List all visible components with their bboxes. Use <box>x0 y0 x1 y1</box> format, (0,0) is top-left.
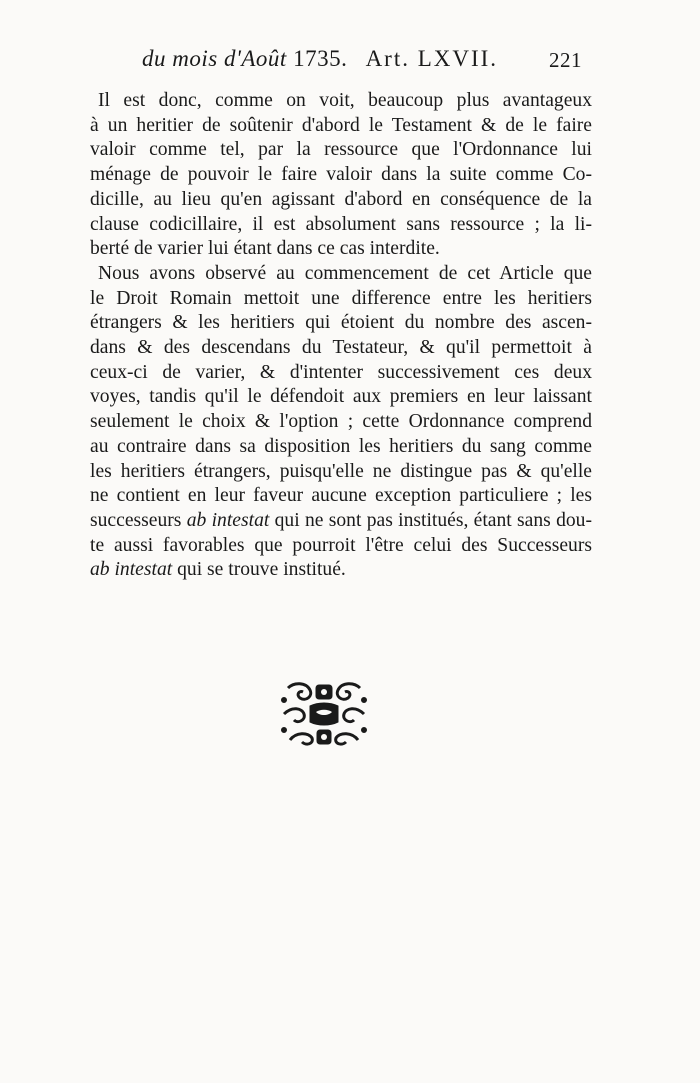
text-line: les heritiers étrangers, puisqu'elle ne distingue pas & qu'elle <box>90 460 592 482</box>
running-head-month: du mois d'Août <box>142 46 287 71</box>
paragraph-2 <box>82 262 592 583</box>
running-head-year: 1735. <box>293 46 348 71</box>
text-line: ne contient en leur faveur aucune exception particuliere ; les <box>90 485 592 507</box>
latin-phrase: ab intestat <box>90 559 173 581</box>
paragraph-1 <box>82 89 592 262</box>
text-line: te aussi favorables que pourroit l'être celui des Successeurs <box>90 534 592 556</box>
text-line <box>82 509 592 534</box>
text-line: dicille, au lieu qu'en agissant d'abord en conséquence de la <box>90 188 592 210</box>
text-line <box>82 558 592 583</box>
printers-fleuron-icon <box>280 682 368 746</box>
text-line: dans & des descendans du Testateur, & qu'il permettoit à <box>90 337 592 359</box>
text-line: seulement le choix & l'option ; cette Ordonnance comprend <box>90 411 592 433</box>
running-head-article: Art. LXVII. <box>365 46 499 71</box>
text-line: valoir comme tel, par la ressource que l'Ordonnance lui <box>90 139 592 161</box>
text-line: berté de varier lui étant dans ce cas interdite. <box>90 238 440 260</box>
latin-phrase: ab intestat <box>186 509 270 531</box>
body-text <box>82 89 592 583</box>
text-line: Il est donc, comme on voit, beaucoup plus avantageux <box>98 90 592 111</box>
running-head <box>142 46 582 76</box>
text-line: étrangers & les heritiers qui étoient du nombre des ascen- <box>90 312 592 334</box>
text-line: à un heritier de soûtenir d'abord le Testament & de le faire <box>90 114 592 136</box>
text-line: au contraire dans sa disposition les heritiers du sang comme <box>90 435 592 457</box>
text-line: ménage de pouvoir le faire valoir dans la suite comme Co- <box>90 164 592 186</box>
text-line: le Droit Romain mettoit une difference entre les heritiers <box>90 287 592 309</box>
text-line: clause codicillaire, il est absolument sans ressource ; la li- <box>90 213 592 235</box>
text-run: qui ne sont pas institués, étant sans dou- <box>274 509 592 531</box>
text-run: successeurs <box>90 509 182 531</box>
text-line: voyes, tandis qu'il le défendoit aux premiers en leur laissant <box>90 386 592 408</box>
page-number: 221 <box>549 48 582 72</box>
text-line: ceux-ci de varier, & d'intenter successivement ces deux <box>90 361 592 383</box>
text-line: Nous avons observé au commencement de cet Article que <box>98 262 592 284</box>
text-run: qui se trouve institué. <box>177 559 346 581</box>
